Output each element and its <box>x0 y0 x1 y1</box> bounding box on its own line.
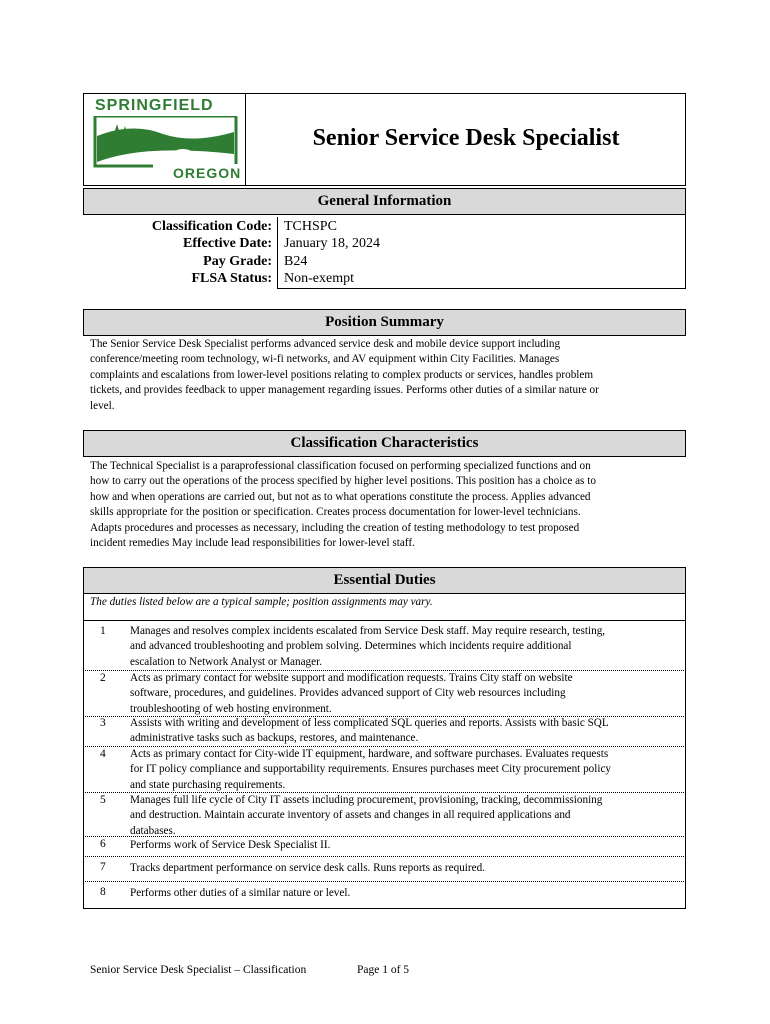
row-separator <box>83 881 686 882</box>
duty-line: software, procedures, and guidelines. Provides advanced support of City web resources including <box>130 687 566 700</box>
logo-top-text: SPRINGFIELD <box>95 97 214 114</box>
effective-date-label: Effective Date: <box>182 236 272 251</box>
general-info-divider <box>277 217 278 289</box>
classification-line: incident remedies May include lead responsibilities for lower-level staff. <box>90 537 415 550</box>
duty-line: Tracks department performance on service desk calls. Runs reports as required. <box>130 862 485 874</box>
duty-line: Manages and resolves complex incidents escalated from Service Desk staff. May require research, testing, <box>130 625 606 637</box>
duty-text <box>130 793 680 839</box>
duty-number: 1 <box>100 625 106 637</box>
classification-text <box>90 459 680 551</box>
duties-note-divider <box>83 620 686 621</box>
summary-line: complaints and escalations from lower-level positions relating to complex products or services, handles problem <box>90 368 594 381</box>
duty-number: 5 <box>100 794 106 806</box>
duty-line: Acts as primary contact for website support and modification requests. Trains City staff on website <box>130 672 573 684</box>
duty-line: Assists with writing and development of less complicated SQL queries and reports. Assists with basic SQL <box>130 717 609 729</box>
general-info-bottom-border <box>277 288 686 289</box>
duty-line: Performs work of Service Desk Specialist II. <box>130 839 331 851</box>
springfield-oregon-logo <box>93 96 242 184</box>
row-separator <box>83 856 686 857</box>
footer-page-number: Page 1 of 5 <box>357 964 410 976</box>
duty-line: and state purchasing requirements. <box>130 778 286 791</box>
duty-number: 8 <box>100 886 106 898</box>
classification-line: Adapts procedures and processes as necessary, including the creation of testing methodology to test proposed <box>90 521 580 534</box>
duty-text <box>130 716 680 747</box>
duty-line: and destruction. Maintain accurate inventory of assets and changes in all required applications and <box>130 809 571 822</box>
page-title: Senior Service Desk Specialist <box>312 125 620 151</box>
classification-heading: Classification Characteristics <box>83 430 686 457</box>
duty-number: 6 <box>100 838 106 850</box>
essential-duties-heading: Essential Duties <box>83 567 686 594</box>
summary-line: tickets, and provides feedback to upper management regarding issues. Performs other duties of a similar nature or <box>90 384 599 397</box>
pay-grade-value: B24 <box>284 254 308 269</box>
duty-number: 3 <box>100 717 106 729</box>
duty-number: 4 <box>100 748 106 760</box>
summary-line: level. <box>90 399 115 412</box>
general-info-heading: General Information <box>83 188 686 215</box>
duties-note: The duties listed below are a typical sample; position assignments may vary. <box>90 596 433 608</box>
duty-text <box>130 838 680 853</box>
duty-line: administrative tasks such as backups, restores, and maintenance. <box>130 732 419 745</box>
logo-bottom-text: OREGON <box>173 165 242 181</box>
duty-line: troubleshooting of web hosting environment. <box>130 702 332 715</box>
classification-line: how to carry out the operations of the process specified by higher level positions. This position has a choice as to <box>90 475 596 488</box>
duty-line: Acts as primary contact for City-wide IT equipment, hardware, and software purchases. Evaluates requests <box>130 748 609 760</box>
classification-line: skills appropriate for the position or specification. Creates process documentation for lower-level technicians. <box>90 506 581 519</box>
flsa-status-label: FLSA Status: <box>191 271 272 286</box>
effective-date-value: January 18, 2024 <box>284 236 381 251</box>
classification-line: how and when operations are carried out, but not as to what operations constitute the process. Applies advanced <box>90 490 591 503</box>
duty-line: databases. <box>130 824 176 837</box>
pay-grade-label: Pay Grade: <box>203 254 272 269</box>
general-info-right-border <box>685 215 686 289</box>
flsa-status-value: Non-exempt <box>284 271 354 286</box>
duty-line: Manages full life cycle of City IT assets including procurement, provisioning, tracking, decommissioning <box>130 794 603 806</box>
summary-line: conference/meeting room technology, wi-fi networks, and AV equipment within City Facilities. Manages <box>90 353 560 366</box>
classification-code-label: Classification Code: <box>151 219 272 234</box>
duty-text <box>130 671 680 717</box>
duty-number: 7 <box>100 861 106 873</box>
duty-number: 2 <box>100 672 106 684</box>
duty-line: Performs other duties of a similar nature or level. <box>130 887 351 899</box>
duty-text <box>130 747 680 793</box>
duty-line: escalation to Network Analyst or Manager. <box>130 655 322 668</box>
position-summary-heading: Position Summary <box>83 309 686 336</box>
footer-left: Senior Service Desk Specialist – Classification <box>90 964 307 976</box>
duty-text <box>130 861 680 876</box>
duty-text <box>130 624 680 670</box>
duty-line: for IT policy compliance and supportability requirements. Ensures purchases meet City procurement policy <box>130 763 612 776</box>
classification-code-value: TCHSPC <box>284 219 337 234</box>
duty-text <box>130 886 680 901</box>
classification-line: The Technical Specialist is a paraprofessional classification focused on performing specialized functions and on <box>90 460 591 472</box>
duty-line: and advanced troubleshooting and problem solving. Determines which incidents require additional <box>130 640 572 653</box>
summary-line: The Senior Service Desk Specialist performs advanced service desk and mobile device support including <box>90 338 561 350</box>
position-summary-text <box>90 337 680 414</box>
